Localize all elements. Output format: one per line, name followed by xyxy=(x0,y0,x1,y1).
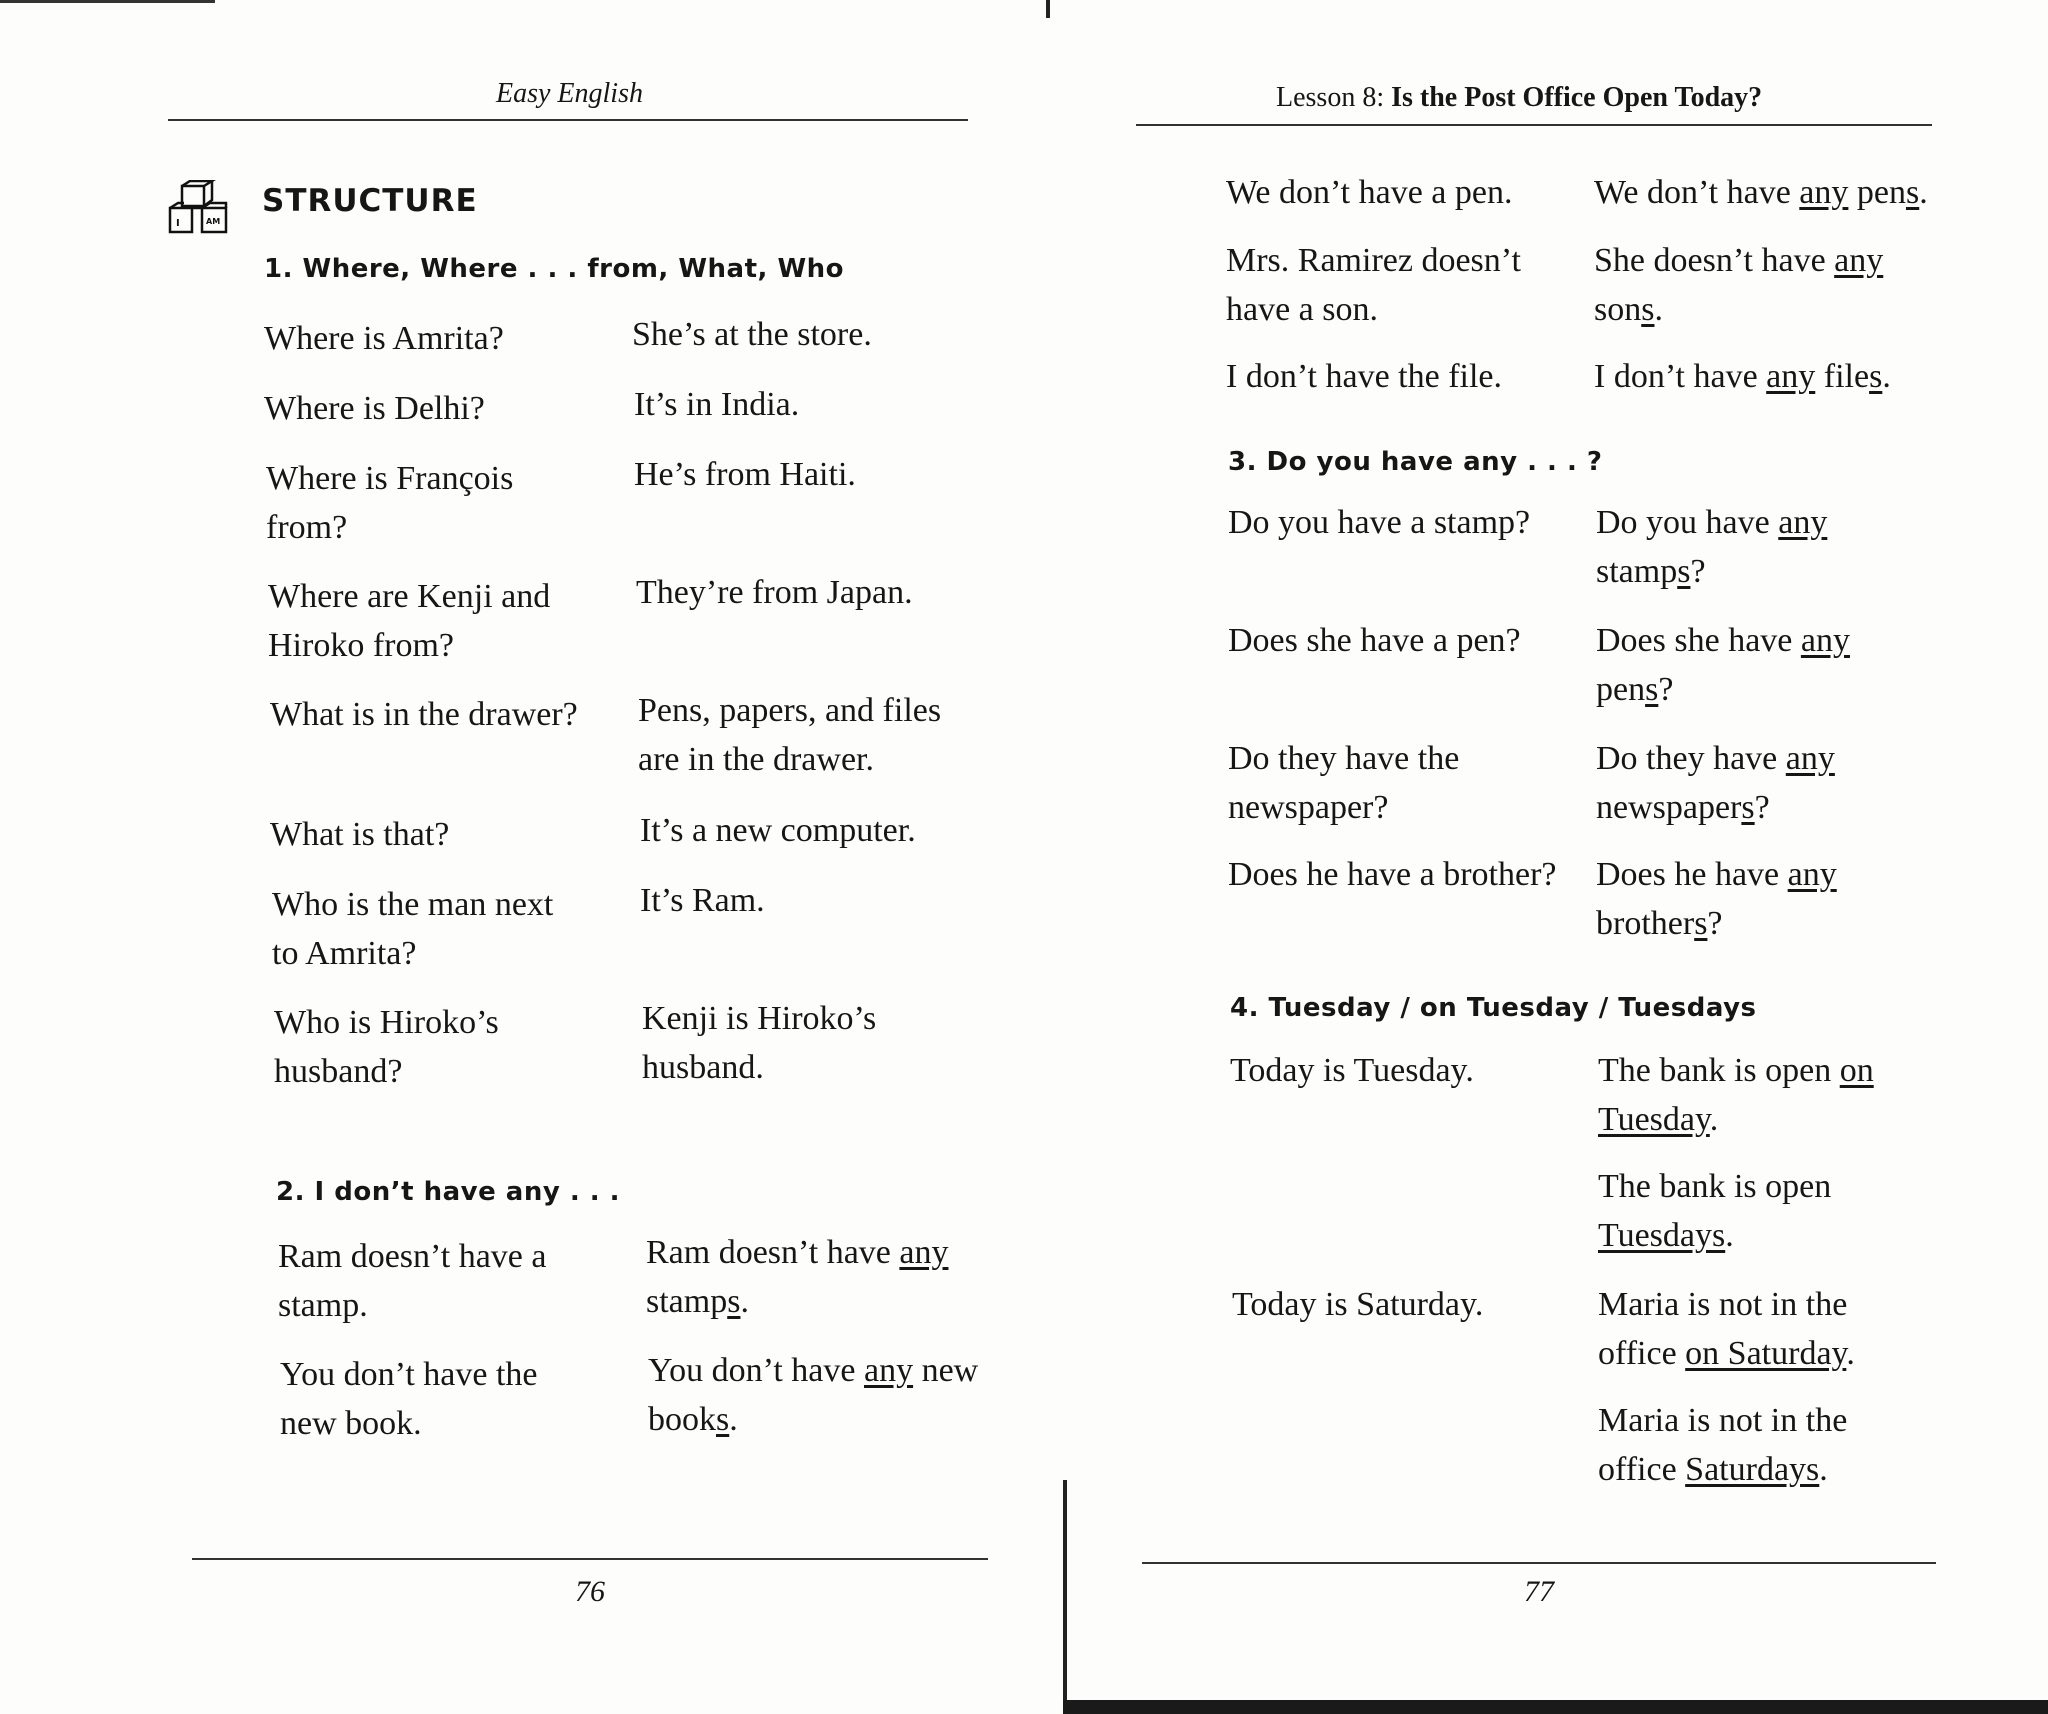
statement: Today is Tuesday. xyxy=(1230,1052,1474,1089)
question: Where is Amrita? xyxy=(264,320,504,357)
section-3-title: 3. Do you have any . . . ? xyxy=(1228,447,1603,477)
question-plural: Does she have any pens? xyxy=(1596,622,1850,708)
svg-text:I: I xyxy=(176,218,180,229)
spine-top xyxy=(1046,0,1050,18)
question-plural: Do you have any stamps? xyxy=(1596,504,1828,590)
question-plural: Do they have any newspapers? xyxy=(1596,740,1835,826)
answer: Pens, papers, and files are in the drawer. xyxy=(638,692,942,778)
spine-bottom xyxy=(1063,1480,1067,1714)
question: Where are Kenji and Hiroko from? xyxy=(268,578,551,664)
question: What is in the drawer? xyxy=(270,696,578,733)
sentence-singular: I don’t have the file. xyxy=(1226,358,1503,395)
question: Who is Hiroko’s husband? xyxy=(274,1004,499,1090)
question-singular: Does she have a pen? xyxy=(1228,622,1521,659)
left-footer-rule xyxy=(192,1558,988,1560)
section-2-title: 2. I don’t have any . . . xyxy=(276,1177,621,1207)
question: Where is François from? xyxy=(266,460,514,546)
left-header-rule xyxy=(168,119,968,121)
answer: He’s from Haiti. xyxy=(634,456,856,493)
question: Who is the man next to Amrita? xyxy=(272,886,554,972)
sentence-plural: Ram doesn’t have any stamps. xyxy=(646,1234,949,1320)
sentence-plural: You don’t have any new books. xyxy=(648,1352,979,1438)
right-footer-rule xyxy=(1142,1562,1936,1564)
sentence-plural: I don’t have any files. xyxy=(1594,358,1891,395)
left-page-header: Easy English xyxy=(496,78,643,109)
blocks-icon xyxy=(168,180,230,236)
question-singular: Do they have the newspaper? xyxy=(1228,740,1460,826)
sentence-singular: We don’t have a pen. xyxy=(1226,174,1513,211)
answer: It’s Ram. xyxy=(640,882,765,919)
right-page-header: Lesson 8: Is the Post Office Open Today? xyxy=(1276,82,1763,113)
right-header-rule xyxy=(1136,124,1932,126)
page-number-left: 76 xyxy=(575,1575,605,1608)
example-sentence: The bank is open on Tuesday. xyxy=(1598,1052,1874,1138)
answer: It’s in India. xyxy=(634,386,800,423)
sentence-singular: Mrs. Ramirez doesn’t have a son. xyxy=(1226,242,1521,328)
structure-heading: STRUCTURE xyxy=(262,183,478,219)
question-plural: Does he have any brothers? xyxy=(1596,856,1837,942)
answer: She’s at the store. xyxy=(632,316,872,353)
question: What is that? xyxy=(270,816,450,853)
example-sentence: The bank is open Tuesdays. xyxy=(1598,1168,1832,1254)
section-1-title: 1. Where, Where . . . from, What, Who xyxy=(264,254,845,284)
question-singular: Do you have a stamp? xyxy=(1228,504,1531,541)
scan-edge-line xyxy=(0,0,215,3)
statement: Today is Saturday. xyxy=(1232,1286,1484,1323)
answer: Kenji is Hiroko’s husband. xyxy=(642,1000,877,1086)
question: Where is Delhi? xyxy=(264,390,485,427)
page-number-right: 77 xyxy=(1524,1575,1554,1608)
sentence-plural: We don’t have any pens. xyxy=(1594,174,1928,211)
sentence-singular: Ram doesn’t have a stamp. xyxy=(278,1238,547,1324)
sentence-singular: You don’t have the new book. xyxy=(280,1356,538,1442)
question-singular: Does he have a brother? xyxy=(1228,856,1557,893)
answer: It’s a new computer. xyxy=(640,812,916,849)
svg-text:AM: AM xyxy=(206,217,221,226)
answer: They’re from Japan. xyxy=(636,574,913,611)
section-4-title: 4. Tuesday / on Tuesday / Tuesdays xyxy=(1230,993,1757,1023)
example-sentence: Maria is not in the office on Saturday. xyxy=(1598,1286,1855,1372)
example-sentence: Maria is not in the office Saturdays. xyxy=(1598,1402,1848,1488)
scan-bottom-shadow xyxy=(1063,1700,2048,1714)
sentence-plural: She doesn’t have any sons. xyxy=(1594,242,1884,328)
